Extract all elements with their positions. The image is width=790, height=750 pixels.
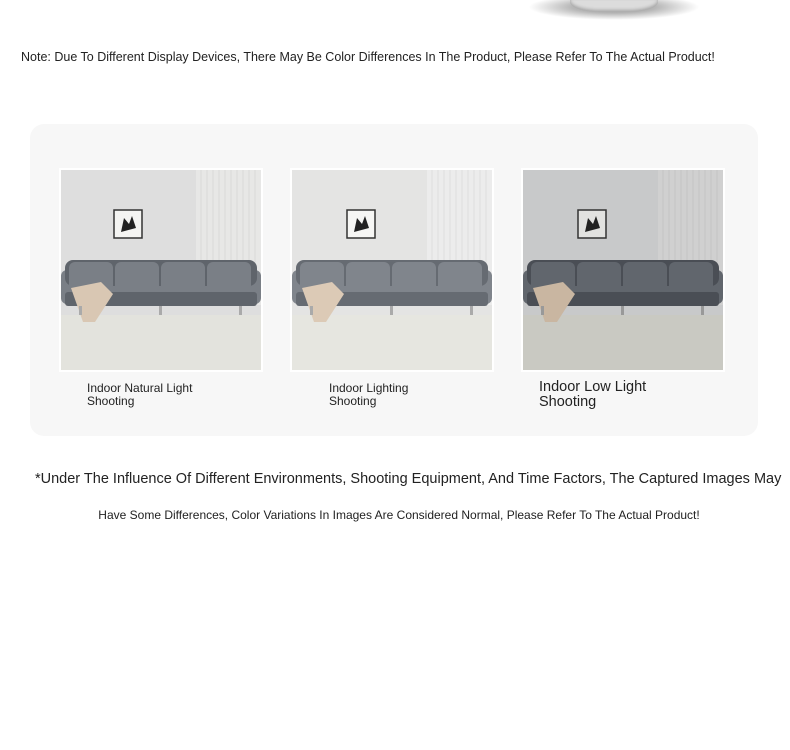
- caption-low-light: [539, 380, 646, 410]
- disclaimer-line-2: Have Some Differences, Color Variations In Images Are Considered Normal, Please Refer To The Actual Product!: [98, 508, 700, 522]
- caption-line: Indoor Lighting: [329, 381, 409, 395]
- sofa-photo: [61, 170, 261, 370]
- lighting-comparison-panel: [30, 124, 758, 436]
- photo-card-natural-light: [59, 168, 263, 372]
- caption-line: Shooting: [87, 394, 135, 408]
- sofa-photo: [292, 170, 492, 370]
- caption-line: Shooting: [539, 394, 597, 410]
- caption-natural-light: [87, 382, 192, 408]
- photo-card-indoor-lighting: [290, 168, 494, 372]
- caption-line: Indoor Natural Light: [87, 381, 193, 395]
- caption-line: Shooting: [329, 394, 377, 408]
- sofa-photo: [523, 170, 723, 370]
- disclaimer-line-1: *Under The Influence Of Different Environments, Shooting Equipment, And Time Factors, The Captured Images May: [35, 471, 782, 487]
- caption-indoor-lighting: [329, 382, 408, 408]
- color-difference-note: Note: Due To Different Display Devices, There May Be Color Differences In The Product, Please Refer To The Actual Product!: [21, 50, 715, 64]
- photo-card-low-light: [521, 168, 725, 372]
- product-base-shadow: [528, 0, 700, 20]
- caption-line: Indoor Low Light: [539, 379, 647, 395]
